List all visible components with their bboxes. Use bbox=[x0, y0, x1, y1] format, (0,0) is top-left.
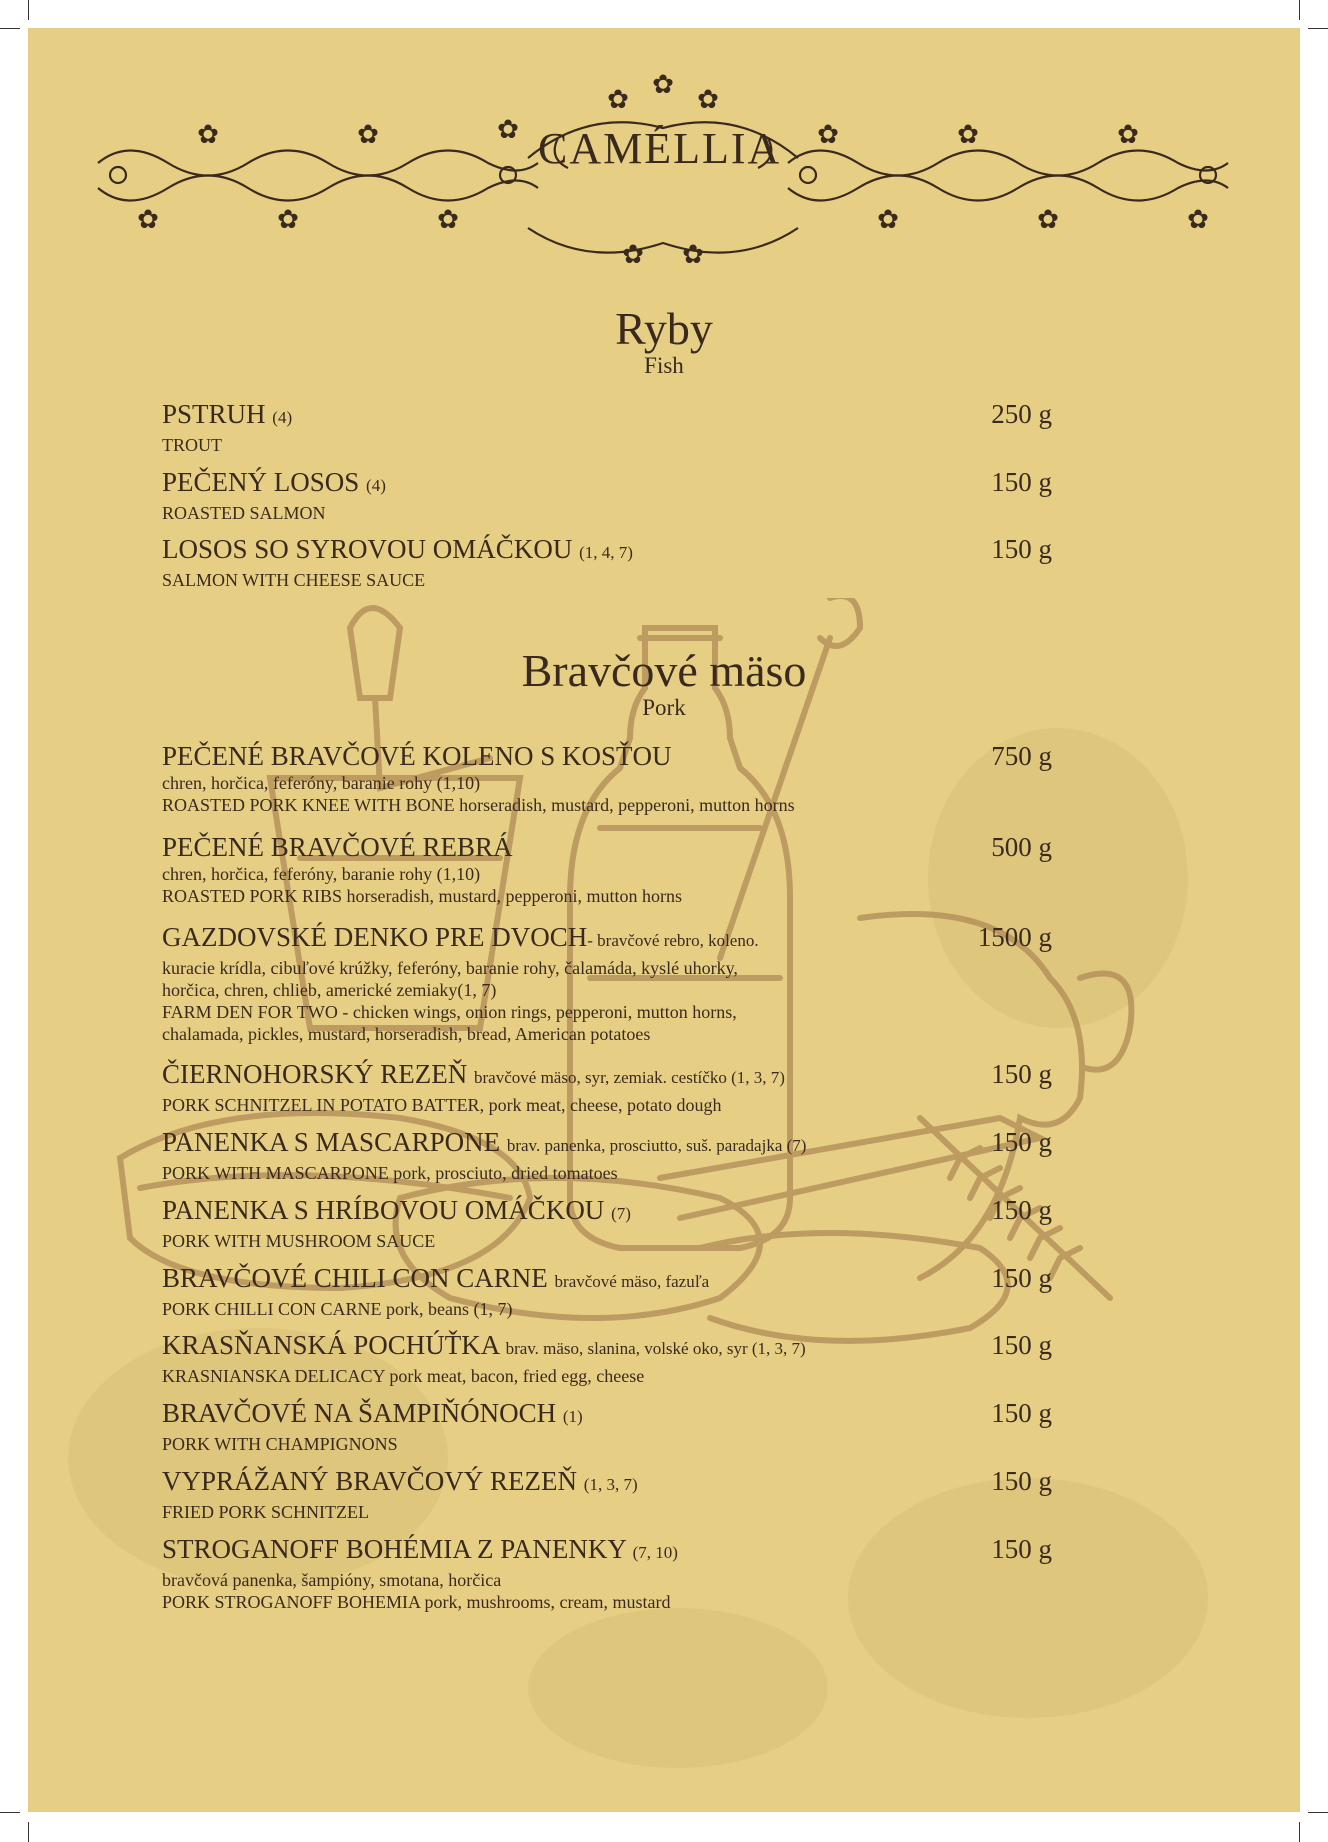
item-weight: 150 g bbox=[991, 534, 1052, 564]
item-weight: 750 g bbox=[991, 741, 1052, 771]
item-weight: 150 g bbox=[991, 1059, 1052, 1089]
svg-text:✿: ✿ bbox=[877, 205, 899, 235]
svg-text:✿: ✿ bbox=[437, 205, 459, 235]
item-description: ROASTED PORK KNEE WITH BONE horseradish, mustard, pepperoni, mutton horns bbox=[162, 795, 795, 815]
menu-item bbox=[162, 1194, 1052, 1252]
item-weight: 150 g bbox=[991, 467, 1052, 497]
svg-text:✿: ✿ bbox=[277, 205, 299, 235]
svg-text:✿: ✿ bbox=[957, 120, 979, 150]
item-description: SALMON WITH CHEESE SAUCE bbox=[162, 570, 426, 590]
item-name: PEČENÝ LOSOS bbox=[162, 467, 360, 497]
item-name: ČIERNOHORSKÝ REZEŇ bbox=[162, 1059, 468, 1089]
menu-page bbox=[28, 28, 1300, 1812]
item-weight: 150 g bbox=[991, 1195, 1052, 1225]
item-inline-description: bravčové mäso, syr, zemiak. cestíčko (1, 3, 7) bbox=[474, 1068, 785, 1087]
menu-item bbox=[162, 533, 1052, 591]
item-weight: 500 g bbox=[991, 832, 1052, 862]
item-description: PORK STROGANOFF BOHEMIA pork, mushrooms, cream, mustard bbox=[162, 1592, 671, 1612]
item-name: BRAVČOVÉ NA ŠAMPIŇÓNOCH bbox=[162, 1398, 557, 1428]
section-subtitle-pork: Pork bbox=[642, 695, 686, 720]
svg-text:✿: ✿ bbox=[697, 85, 719, 115]
item-allergens: (1, 4, 7) bbox=[579, 543, 633, 562]
item-weight: 150 g bbox=[991, 1466, 1052, 1496]
item-name: PSTRUH bbox=[162, 399, 266, 429]
svg-text:✿: ✿ bbox=[357, 120, 379, 150]
crop-mark bbox=[1308, 28, 1328, 29]
item-description: horčica, chren, chlieb, americké zemiaky(1, 7) bbox=[162, 980, 497, 1000]
item-name: PANENKA S MASCARPONE bbox=[162, 1127, 501, 1157]
crop-mark bbox=[28, 0, 29, 20]
section-title-fish: Ryby bbox=[615, 303, 713, 354]
item-allergens: (1) bbox=[562, 1407, 583, 1426]
menu-item bbox=[162, 398, 1052, 456]
item-weight: 150 g bbox=[991, 1127, 1052, 1157]
menu-item bbox=[162, 921, 1052, 1045]
paper-stain bbox=[528, 1608, 828, 1768]
menu-item bbox=[162, 1465, 1052, 1523]
item-weight: 250 g bbox=[991, 399, 1052, 429]
item-description: PORK WITH MUSHROOM SAUCE bbox=[162, 1231, 436, 1251]
crop-mark bbox=[1308, 1812, 1328, 1813]
item-weight: 150 g bbox=[991, 1263, 1052, 1293]
item-allergens: (4) bbox=[272, 408, 293, 427]
item-allergens: (1, 3, 7) bbox=[583, 1475, 638, 1494]
crop-mark bbox=[1299, 0, 1300, 20]
item-description: FRIED PORK SCHNITZEL bbox=[162, 1502, 370, 1522]
svg-text:✿: ✿ bbox=[1117, 120, 1139, 150]
menu-item bbox=[162, 1533, 1052, 1613]
menu-item bbox=[162, 1126, 1052, 1184]
svg-text:✿: ✿ bbox=[497, 115, 519, 145]
item-name: PANENKA S HRÍBOVOU OMÁČKOU bbox=[162, 1195, 605, 1225]
menu-item bbox=[162, 466, 1052, 524]
item-name: PEČENÉ BRAVČOVÉ REBRÁ bbox=[162, 832, 513, 862]
menu-item bbox=[162, 1262, 1052, 1320]
item-description: KRASNIANSKA DELICACY pork meat, bacon, fried egg, cheese bbox=[162, 1366, 645, 1386]
section-subtitle-fish: Fish bbox=[644, 353, 684, 378]
item-weight: 150 g bbox=[991, 1330, 1052, 1360]
svg-text:✿: ✿ bbox=[1187, 205, 1209, 235]
crop-mark bbox=[0, 28, 20, 29]
svg-text:✿: ✿ bbox=[682, 240, 704, 268]
item-inline-description: brav. panenka, prosciutto, suš. paradajka (7) bbox=[506, 1136, 807, 1155]
section-title-pork: Bravčové mäso bbox=[521, 645, 807, 696]
item-allergens: (7, 10) bbox=[632, 1543, 678, 1562]
item-name: GAZDOVSKÉ DENKO PRE DVOCH bbox=[162, 922, 588, 952]
item-description: chalamada, pickles, mustard, horseradish, bread, American potatoes bbox=[162, 1024, 651, 1044]
item-description: TROUT bbox=[162, 435, 222, 455]
item-name: KRASŇANSKÁ POCHÚŤKA bbox=[162, 1330, 499, 1360]
item-allergens: (4) bbox=[366, 476, 386, 495]
item-name: VYPRÁŽANÝ BRAVČOVÝ REZEŇ bbox=[162, 1466, 578, 1496]
item-description: PORK SCHNITZEL IN POTATO BATTER, pork meat, cheese, potato dough bbox=[162, 1095, 722, 1115]
item-description: PORK WITH MASCARPONE pork, prosciuto, dried tomatoes bbox=[162, 1163, 618, 1183]
item-weight: 150 g bbox=[991, 1398, 1052, 1428]
item-description: FARM DEN FOR TWO - chicken wings, onion rings, pepperoni, mutton horns, bbox=[162, 1002, 737, 1022]
crop-mark bbox=[0, 1812, 20, 1813]
item-description: PORK CHILLI CON CARNE pork, beans (1, 7) bbox=[162, 1299, 513, 1319]
svg-text:✿: ✿ bbox=[817, 120, 839, 150]
item-weight: 150 g bbox=[991, 1534, 1052, 1564]
item-description: bravčová panenka, šampióny, smotana, horčica bbox=[162, 1570, 502, 1590]
menu-item bbox=[162, 1397, 1052, 1455]
svg-text:✿: ✿ bbox=[1037, 205, 1059, 235]
svg-text:✿: ✿ bbox=[137, 205, 159, 235]
svg-text:✿: ✿ bbox=[607, 85, 629, 115]
item-inline-description: brav. mäso, slanina, volské oko, syr (1, 3, 7) bbox=[505, 1339, 806, 1358]
item-description: ROASTED PORK RIBS horseradish, mustard, pepperoni, mutton horns bbox=[162, 886, 682, 906]
menu-item bbox=[162, 1329, 1052, 1387]
item-name: LOSOS SO SYROVOU OMÁČKOU bbox=[162, 534, 573, 564]
crop-mark bbox=[1299, 1822, 1300, 1842]
svg-text:✿: ✿ bbox=[622, 240, 644, 268]
item-description: ROASTED SALMON bbox=[162, 503, 326, 523]
item-inline-description: bravčové mäso, fazuľa bbox=[554, 1272, 710, 1291]
item-name: STROGANOFF BOHÉMIA Z PANENKY bbox=[162, 1534, 626, 1564]
item-description: chren, horčica, feferóny, baranie rohy (1,10) bbox=[162, 773, 481, 793]
item-description: chren, horčica, feferóny, baranie rohy (1,10) bbox=[162, 864, 481, 884]
item-description: PORK WITH CHAMPIGNONS bbox=[162, 1434, 398, 1454]
item-name: PEČENÉ BRAVČOVÉ KOLENO S KOSŤOU bbox=[162, 741, 672, 771]
item-allergens: (7) bbox=[611, 1204, 631, 1223]
item-weight: 1500 g bbox=[977, 922, 1052, 952]
menu-item bbox=[162, 831, 1052, 907]
restaurant-logo: CAMÉLLIA bbox=[538, 124, 782, 173]
menu-item bbox=[162, 1058, 1052, 1116]
item-description: kuracie krídla, cibuľové krúžky, feferóny, baranie rohy, čalamáda, kyslé uhorky, bbox=[162, 958, 738, 978]
item-name: BRAVČOVÉ CHILI CON CARNE bbox=[162, 1263, 548, 1293]
svg-text:✿: ✿ bbox=[197, 120, 219, 150]
menu-item bbox=[162, 740, 1052, 816]
crop-mark bbox=[28, 1822, 29, 1842]
svg-text:✿: ✿ bbox=[652, 70, 674, 100]
item-inline-description: - bravčové rebro, koleno. bbox=[587, 931, 759, 950]
